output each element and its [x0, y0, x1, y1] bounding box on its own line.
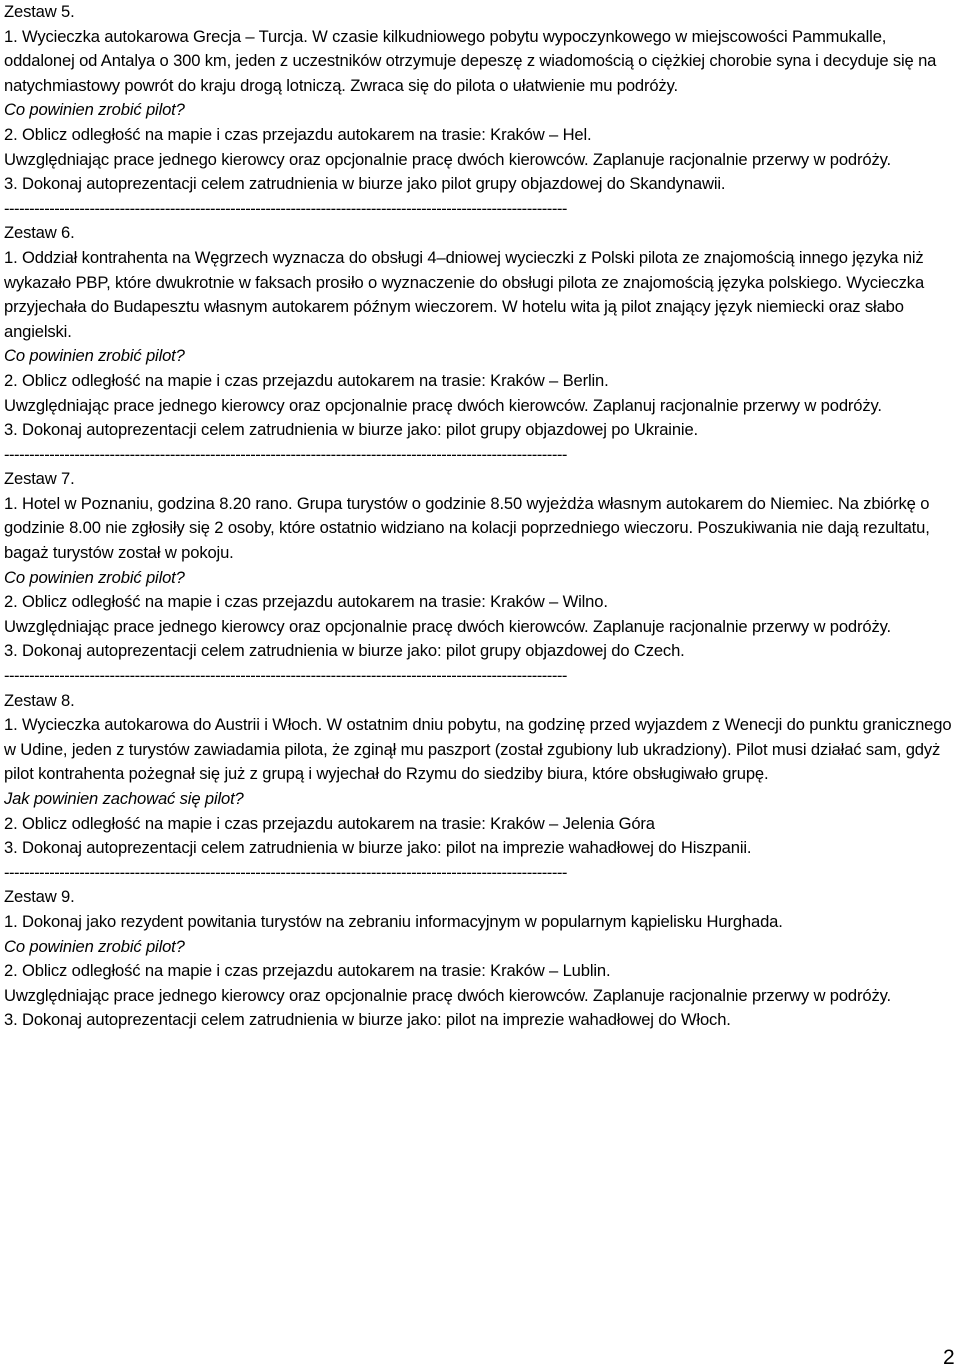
section-title: Zestaw 5.	[4, 2, 75, 21]
task-question: Jak powinien zachować się pilot?	[4, 789, 244, 808]
section-separator: ----------------------------------------------------------------------------------------------------------------	[4, 666, 567, 686]
task-text: 2. Oblicz odległość na mapie i czas przejazdu autokarem na trasie: Kraków – Hel.	[4, 124, 592, 144]
page-number: 2	[943, 1346, 955, 1369]
task-text: 3. Dokonaj autoprezentacji celem zatrudnienia w biurze jako pilot grupy objazdowej do Skandynawii.	[4, 174, 726, 194]
task-text: 1. Oddział kontrahenta na Węgrzech wyznacza do obsługi 4–dniowej wycieczki z Polski pilota ze znajomością innego języka niż wykazało PBP, które dwukrotnie w faksach prosiło o wyznaczenie do obsługi pilota ze znajomością języka polskiego. Wycieczka przyjechała do Budapesztu własnym autokarem późnym wieczorem. W hotelu wita ją pilot znający język niemiecki oraz słabo angielski.	[4, 247, 925, 341]
task-text: 2. Oblicz odległość na mapie i czas przejazdu autokarem na trasie: Kraków – Wilno.	[4, 592, 608, 612]
task-text: 3. Dokonaj autoprezentacji celem zatrudnienia w biurze jako: pilot grupy objazdowej do Czech.	[4, 641, 685, 661]
task-text: 2. Oblicz odległość na mapie i czas przejazdu autokarem na trasie: Kraków – Berlin.	[4, 370, 609, 390]
section-title: Zestaw 7.	[4, 469, 75, 489]
section-title: Zestaw 9.	[4, 887, 75, 907]
task-text: 3. Dokonaj autoprezentacji celem zatrudnienia w biurze jako: pilot grupy objazdowej po Ukrainie.	[4, 420, 698, 440]
task-text: 2. Oblicz odległość na mapie i czas przejazdu autokarem na trasie: Kraków – Lublin.	[4, 961, 611, 981]
section-separator: ----------------------------------------------------------------------------------------------------------------	[4, 198, 567, 218]
task-text: 1. Hotel w Poznaniu, godzina 8.20 rano. Grupa turystów o godzinie 8.50 wyjeżdża własnym autokarem do Niemiec. Na zbiórkę o godzinie 8.00 nie zgłosiły się 2 osoby, które ostatnio widziano na kolacji poprzedniego wieczoru. Poszukiwania nie dają rezultatu, bagaż turystów został w pokoju.	[4, 493, 930, 563]
task-question: Co powinien zrobić pilot?	[4, 936, 185, 956]
document-body	[4, 0, 959, 1033]
section-title: Zestaw 8.	[4, 690, 75, 710]
task-text: 1. Wycieczka autokarowa do Austrii i Włoch. W ostatnim dniu pobytu, na godzinę przed wyjazdem z Wenecji do punktu granicznego w Udine, jeden z turystów zawiadamia pilota, że zginął mu paszport (został zgubiony lub ukradziony). Pilot musi działać sam, gdyż pilot kontrahenta pożegnał się już z grupą i wyjechał do Rzymu do siedziby biura, które obsługiwało grupę.	[4, 715, 952, 784]
task-text: 1. Wycieczka autokarowa Grecja – Turcja. W czasie kilkudniowego pobytu wypoczynkowego w miejscowości Pammukalle, oddalonej od Antalya o 300 km, jeden z uczestników otrzymuje depeszę z wiadomością o ciężkiej chorobie syna i decyduje się na natychmiastowy powrót do kraju drogą lotniczą. Zwraca się do pilota o ułatwienie mu podróży.	[4, 26, 937, 95]
section-title: Zestaw 6.	[4, 223, 75, 243]
task-text: Uwzględniając prace jednego kierowcy oraz opcjonalnie pracę dwóch kierowców. Zaplanuje racjonalnie przerwy w podróży.	[4, 616, 891, 636]
task-question: Co powinien zrobić pilot?	[4, 567, 185, 587]
task-text: 1. Dokonaj jako rezydent powitania turystów na zebraniu informacyjnym w popularnym kąpielisku Hurghada.	[4, 911, 783, 931]
task-text: 3. Dokonaj autoprezentacji celem zatrudnienia w biurze jako: pilot na imprezie wahadłowej do Włoch.	[4, 1010, 731, 1030]
section-separator: ----------------------------------------------------------------------------------------------------------------	[4, 862, 567, 882]
task-text: Uwzględniając prace jednego kierowcy oraz opcjonalnie pracę dwóch kierowców. Zaplanuje racjonalnie przerwy w podróży.	[4, 149, 891, 169]
task-question: Co powinien zrobić pilot?	[4, 346, 185, 366]
section-separator: ----------------------------------------------------------------------------------------------------------------	[4, 444, 567, 464]
task-text: 2. Oblicz odległość na mapie i czas przejazdu autokarem na trasie: Kraków – Jelenia Góra	[4, 813, 655, 833]
task-question: Co powinien zrobić pilot?	[4, 100, 185, 120]
task-text: 3. Dokonaj autoprezentacji celem zatrudnienia w biurze jako: pilot na imprezie wahadłowej do Hiszpanii.	[4, 838, 752, 858]
task-text: Uwzględniając prace jednego kierowcy oraz opcjonalnie pracę dwóch kierowców. Zaplanuje racjonalnie przerwy w podróży.	[4, 985, 891, 1005]
task-text: Uwzględniając prace jednego kierowcy oraz opcjonalnie pracę dwóch kierowców. Zaplanuj racjonalnie przerwy w podróży.	[4, 395, 882, 415]
